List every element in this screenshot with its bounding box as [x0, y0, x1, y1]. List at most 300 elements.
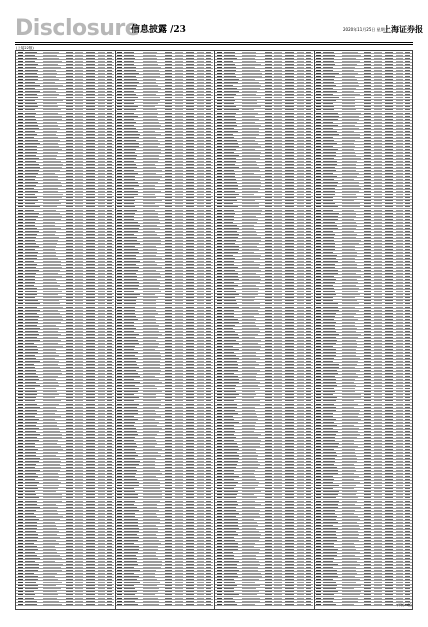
table-cell [124, 300, 136, 301]
table-cell [297, 519, 304, 520]
table-cell [117, 458, 122, 459]
table-cell [306, 91, 311, 92]
table-cell [206, 461, 211, 462]
table-cell [86, 534, 95, 535]
table-cell [165, 376, 172, 377]
table-cell [297, 61, 304, 62]
table-cell [175, 310, 183, 311]
table-cell [217, 343, 222, 344]
table-cell [165, 543, 172, 544]
table-cell [274, 352, 282, 353]
table-cell [98, 282, 105, 283]
table-cell [217, 91, 222, 92]
table-cell [18, 170, 23, 171]
table-cell [86, 243, 95, 244]
table-cell [75, 273, 83, 274]
table-cell [86, 434, 95, 435]
table-cell [25, 203, 35, 204]
table-cell [18, 288, 23, 289]
table-cell [107, 443, 112, 444]
table-cell [242, 488, 255, 489]
table-cell [175, 543, 183, 544]
table-cell [306, 458, 311, 459]
table-cell [117, 404, 122, 405]
table-cell [274, 225, 282, 226]
table-cell [265, 555, 272, 556]
table-cell [124, 340, 137, 341]
table-row [215, 603, 313, 606]
table-cell [274, 522, 282, 523]
table-cell [43, 416, 60, 417]
table-cell [117, 431, 122, 432]
table-cell [175, 319, 183, 320]
table-cell [285, 552, 294, 553]
table-cell [224, 210, 235, 211]
table-cell [43, 397, 55, 398]
table-cell [107, 170, 112, 171]
table-cell [175, 485, 183, 486]
table-cell [175, 225, 183, 226]
table-cell [224, 216, 234, 217]
table-cell [143, 555, 156, 556]
table-cell [86, 604, 95, 605]
table-cell [274, 337, 282, 338]
table-cell [206, 434, 211, 435]
table-cell [98, 552, 105, 553]
table-cell [18, 73, 23, 74]
table-cell [75, 419, 83, 420]
table-cell [306, 294, 311, 295]
table-cell [124, 440, 134, 441]
table-cell [165, 137, 172, 138]
table-cell [274, 234, 282, 235]
table-cell [66, 497, 73, 498]
table-cell [43, 452, 57, 453]
table-cell [143, 143, 160, 144]
table-cell [107, 61, 112, 62]
table-cell [224, 82, 238, 83]
table-cell [265, 113, 272, 114]
table-cell [297, 216, 304, 217]
table-cell [124, 525, 138, 526]
table-cell [25, 558, 40, 559]
table-cell [217, 143, 222, 144]
table-cell [285, 555, 294, 556]
table-cell [242, 440, 261, 441]
table-cell [285, 440, 294, 441]
table-cell [224, 513, 239, 514]
table-cell [25, 464, 36, 465]
table-cell [143, 473, 162, 474]
table-cell [224, 264, 234, 265]
table-cell [186, 428, 195, 429]
table-cell [297, 213, 304, 214]
table-cell [107, 234, 112, 235]
table-cell [217, 134, 222, 135]
table-cell [217, 507, 222, 508]
table-cell [175, 188, 183, 189]
table-cell [224, 270, 236, 271]
table-cell [165, 170, 172, 171]
table-cell [297, 303, 304, 304]
table-cell [186, 307, 195, 308]
table-cell [165, 197, 172, 198]
table-cell [165, 282, 172, 283]
table-cell [43, 88, 58, 89]
table-cell [75, 604, 83, 605]
table-cell [242, 388, 260, 389]
table-cell [25, 516, 37, 517]
table-cell [274, 373, 282, 374]
table-cell [124, 452, 136, 453]
table-cell [86, 61, 95, 62]
table-cell [306, 152, 311, 153]
table-cell [197, 394, 204, 395]
table-cell [274, 434, 282, 435]
table-cell [124, 400, 134, 401]
table-cell [224, 334, 238, 335]
table-cell [224, 140, 238, 141]
table-cell [217, 373, 222, 374]
table-cell [98, 528, 105, 529]
table-cell [217, 543, 222, 544]
table-cell [25, 270, 39, 271]
table-cell [206, 516, 211, 517]
table-cell [107, 228, 112, 229]
table-cell [186, 325, 195, 326]
table-cell [165, 200, 172, 201]
table-cell [206, 158, 211, 159]
table-cell [117, 310, 122, 311]
table-cell [66, 504, 73, 505]
table-cell [86, 473, 95, 474]
table-cell [297, 561, 304, 562]
table-cell [18, 334, 23, 335]
table-cell [206, 307, 211, 308]
table-cell [265, 385, 272, 386]
table-cell [175, 419, 183, 420]
table-cell [175, 461, 183, 462]
table-cell [75, 176, 83, 177]
table-cell [197, 328, 204, 329]
table-cell [117, 182, 122, 183]
table-cell [165, 128, 172, 129]
table-cell [124, 182, 137, 183]
table-cell [197, 355, 204, 356]
table-cell [18, 128, 23, 129]
table-cell [175, 379, 183, 380]
table-cell [217, 285, 222, 286]
table-cell [265, 64, 272, 65]
table-cell [242, 231, 255, 232]
table-cell [206, 173, 211, 174]
table-cell [43, 216, 61, 217]
table-cell [107, 243, 112, 244]
table-cell [186, 213, 195, 214]
table-cell [143, 485, 160, 486]
table-cell [86, 494, 95, 495]
table-cell [66, 313, 73, 314]
table-cell [75, 249, 83, 250]
table-cell [25, 549, 38, 550]
table-cell [206, 525, 211, 526]
table-cell [143, 534, 156, 535]
table-cell [25, 206, 40, 207]
table-cell [117, 294, 122, 295]
table-cell [117, 185, 122, 186]
table-cell [306, 291, 311, 292]
table-cell [242, 528, 256, 529]
table-cell [98, 385, 105, 386]
table-cell [197, 370, 204, 371]
table-cell [186, 570, 195, 571]
table-cell [117, 564, 122, 565]
table-cell [175, 258, 183, 259]
table-cell [86, 173, 95, 174]
table-cell [186, 525, 195, 526]
table-cell [217, 528, 222, 529]
table-cell [197, 422, 204, 423]
table-cell [206, 601, 211, 602]
table-cell [274, 173, 282, 174]
table-cell [265, 240, 272, 241]
table-cell [197, 288, 204, 289]
table-cell [306, 513, 311, 514]
table-cell [285, 443, 294, 444]
table-cell [165, 113, 172, 114]
table-cell [165, 516, 172, 517]
table-cell [86, 128, 95, 129]
table-cell [285, 210, 294, 211]
table-cell [224, 582, 235, 583]
table-cell [165, 179, 172, 180]
table-cell [107, 52, 112, 53]
table-cell [66, 558, 73, 559]
table-cell [274, 97, 282, 98]
table-cell [297, 370, 304, 371]
table-cell [306, 485, 311, 486]
table-cell [165, 364, 172, 365]
table-cell [224, 73, 235, 74]
table-cell [98, 479, 105, 480]
table-cell [217, 137, 222, 138]
table-cell [117, 546, 122, 547]
table-cell [18, 343, 23, 344]
table-cell [75, 73, 83, 74]
table-cell [165, 288, 172, 289]
table-cell [43, 303, 60, 304]
table-cell [306, 258, 311, 259]
table-cell [206, 555, 211, 556]
table-cell [186, 316, 195, 317]
table-cell [206, 579, 211, 580]
table-cell [43, 128, 60, 129]
table-cell [175, 407, 183, 408]
table-cell [86, 443, 95, 444]
table-cell [124, 116, 138, 117]
table-cell [297, 210, 304, 211]
table-cell [265, 540, 272, 541]
table-cell [175, 473, 183, 474]
table-cell [43, 152, 58, 153]
table-cell [285, 225, 294, 226]
table-cell [206, 291, 211, 292]
table-cell [165, 525, 172, 526]
table-cell [117, 528, 122, 529]
table-cell [197, 67, 204, 68]
table-cell [165, 464, 172, 465]
table-cell [165, 397, 172, 398]
table-cell [306, 591, 311, 592]
table-cell [86, 234, 95, 235]
table-cell [186, 537, 195, 538]
table-cell [18, 461, 23, 462]
table-cell [285, 397, 294, 398]
table-cell [25, 82, 35, 83]
table-cell [197, 391, 204, 392]
table-cell [242, 276, 259, 277]
table-cell [18, 437, 23, 438]
table-cell [186, 231, 195, 232]
table-cell [297, 64, 304, 65]
table-cell [265, 337, 272, 338]
table-cell [242, 255, 261, 256]
table-cell [297, 407, 304, 408]
table-cell [86, 161, 95, 162]
table-cell [297, 367, 304, 368]
table-cell [265, 373, 272, 374]
table-cell [86, 525, 95, 526]
table-cell [197, 446, 204, 447]
table-cell [224, 331, 235, 332]
table-cell [186, 546, 195, 547]
table-cell [75, 549, 83, 550]
table-cell [18, 379, 23, 380]
table-cell [25, 228, 38, 229]
table-cell [285, 270, 294, 271]
table-cell [217, 497, 222, 498]
table-cell [107, 582, 112, 583]
table-cell [274, 246, 282, 247]
table-cell [117, 149, 122, 150]
table-cell [165, 601, 172, 602]
table-cell [285, 185, 294, 186]
table-cell [306, 346, 311, 347]
table-cell [43, 485, 59, 486]
table-cell [175, 322, 183, 323]
table-cell [242, 222, 256, 223]
table-cell [43, 437, 62, 438]
table-cell [274, 601, 282, 602]
table-cell [75, 467, 83, 468]
table-cell [265, 279, 272, 280]
table-cell [98, 52, 105, 53]
table-cell [86, 501, 95, 502]
table-cell [206, 228, 211, 229]
table-cell [224, 419, 234, 420]
table-cell [217, 519, 222, 520]
table-cell [107, 185, 112, 186]
table-cell [107, 519, 112, 520]
table-cell [43, 473, 57, 474]
table-cell [274, 376, 282, 377]
table-cell [217, 82, 222, 83]
table-cell [143, 264, 157, 265]
table-cell [274, 525, 282, 526]
table-cell [265, 404, 272, 405]
table-cell [224, 576, 238, 577]
table-cell [143, 343, 159, 344]
table-cell [206, 61, 211, 62]
table-cell [197, 573, 204, 574]
table-cell [242, 106, 261, 107]
table-cell [186, 55, 195, 56]
table-cell [186, 419, 195, 420]
table-cell [165, 313, 172, 314]
table-cell [285, 188, 294, 189]
table-cell [117, 282, 122, 283]
table-cell [217, 73, 222, 74]
table-cell [86, 482, 95, 483]
table-cell [197, 149, 204, 150]
table-cell [206, 588, 211, 589]
table-cell [165, 255, 172, 256]
table-cell [165, 94, 172, 95]
table-cell [143, 52, 157, 53]
table-cell [197, 252, 204, 253]
table-cell [25, 331, 38, 332]
table-cell [306, 261, 311, 262]
table-cell [297, 497, 304, 498]
table-cell [206, 255, 211, 256]
table-cell [66, 388, 73, 389]
table-cell [66, 461, 73, 462]
table-cell [265, 585, 272, 586]
table-cell [265, 134, 272, 135]
table-cell [242, 307, 260, 308]
table-cell [265, 300, 272, 301]
table-cell [25, 352, 39, 353]
table-cell [107, 340, 112, 341]
table-cell [242, 376, 256, 377]
table-cell [107, 191, 112, 192]
table-cell [75, 464, 83, 465]
table-cell [175, 567, 183, 568]
table-cell [224, 464, 238, 465]
table-cell [175, 601, 183, 602]
table-cell [306, 352, 311, 353]
table-cell [66, 191, 73, 192]
table-cell [306, 594, 311, 595]
table-cell [143, 328, 159, 329]
table-cell [86, 73, 95, 74]
table-cell [107, 543, 112, 544]
table-cell [43, 249, 55, 250]
table-cell [75, 479, 83, 480]
table-cell [197, 419, 204, 420]
table-cell [107, 152, 112, 153]
table-cell [75, 161, 83, 162]
table-cell [175, 70, 183, 71]
table-cell [86, 225, 95, 226]
table-cell [165, 264, 172, 265]
table-cell [206, 488, 211, 489]
table-cell [224, 604, 237, 605]
table-cell [306, 279, 311, 280]
table-cell [265, 558, 272, 559]
table-cell [175, 249, 183, 250]
table-cell [75, 494, 83, 495]
